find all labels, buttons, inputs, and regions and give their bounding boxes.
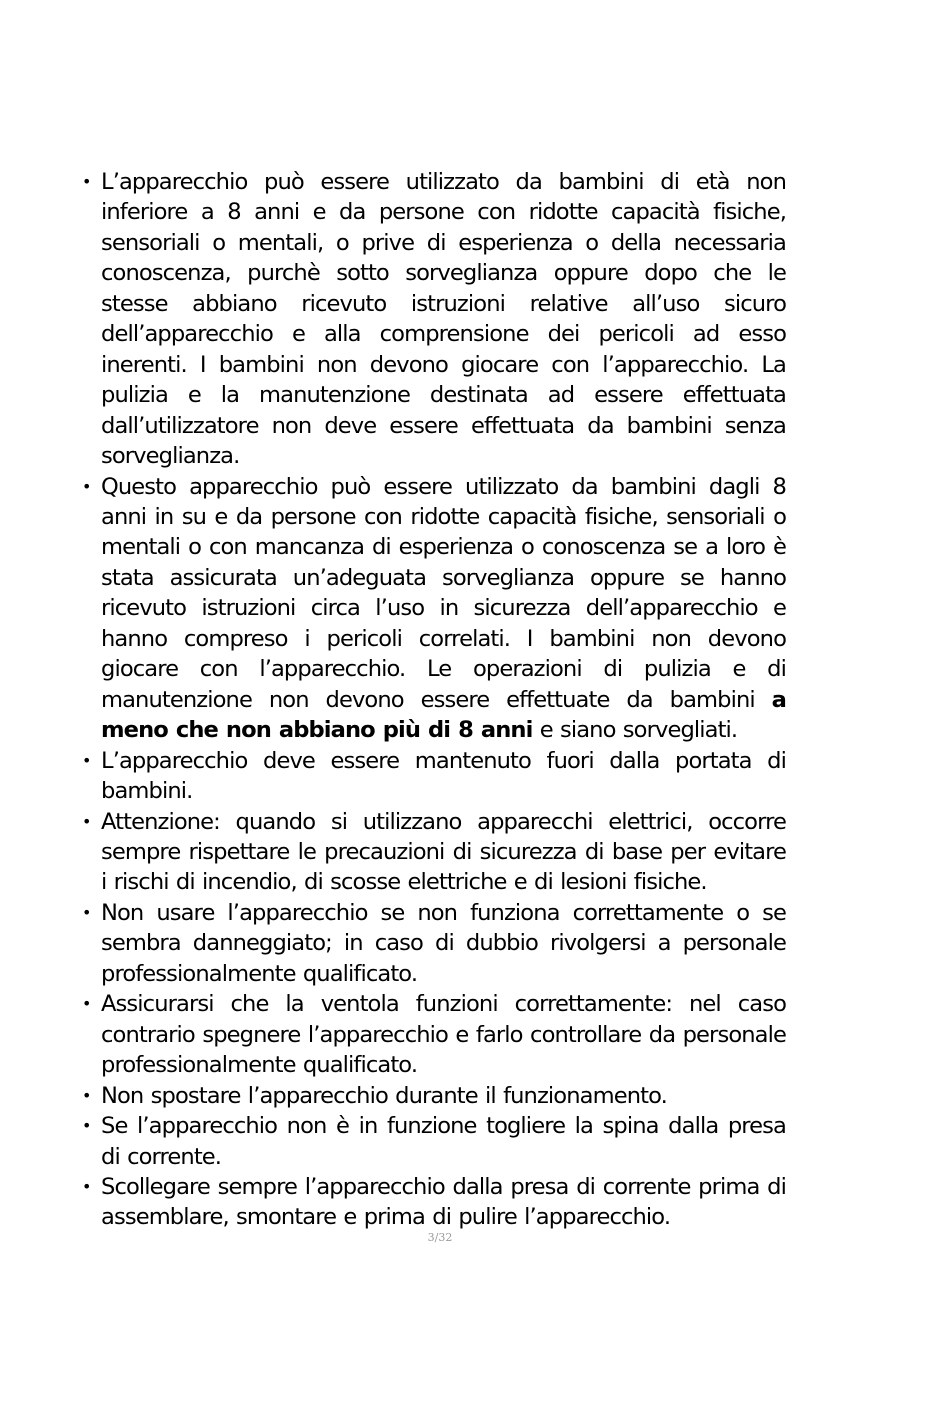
list-item-text: Scollegare sempre l’apparecchio dalla presa di corrente prima di assemblare, smontare e prima di pulire l’apparecchio. <box>101 1173 786 1231</box>
list-item <box>82 898 786 989</box>
bullet-icon: • <box>82 1176 92 1196</box>
list-item-text: L’apparecchio può essere utilizzato da bambini di età non inferiore a 8 anni e da persone con ridotte capacità fisiche, sensoriali o mentali, o prive di esperienza o della necessaria conoscenza, purchè sotto sorveglianza oppure dopo che le stesse abbiano ricevuto istruzioni relative all’uso sicuro dell’apparecchio e alla comprensione dei pericoli ad esso inerenti. I bambini non devono giocare con l’apparecchio. La pulizia e la manutenzione destinata ad essere effettuata dall’utilizzatore non deve essere effettuata da bambini senza sorveglianza. <box>101 169 786 470</box>
list-item-text: Attenzione: quando si utilizzano apparecchi elettrici, occorre sempre rispettare le precauzioni di sicurezza di base per evitare i rischi di incendio, di scosse elettriche e di lesioni fisiche. <box>101 808 786 896</box>
list-item-text: Se l’apparecchio non è in funzione togliere la spina dalla presa di corrente. <box>101 1113 786 1170</box>
list-item-text: Assicurarsi che la ventola funzioni correttamente: nel caso contrario spegnere l’apparecchio e farlo controllare da personale professionalmente qualificato. <box>101 991 786 1079</box>
list-item-text: L’apparecchio deve essere mantenuto fuori dalla portata di bambini. <box>101 747 786 805</box>
bullet-icon: • <box>82 476 92 496</box>
list-item-text: Questo apparecchio può essere utilizzato da bambini dagli 8 anni in su e da persone con ridotte capacità fisiche, sensoriali o mentali o con mancanza di esperienza o conoscenza se a loro è stata assicurata un’adeguata sorveglianza oppure se hanno ricevuto istruzioni circa l’uso in sicurezza dell’apparecchio e hanno compreso i pericoli correlati. I bambini non devono giocare con l’apparecchio. Le operazioni di pulizia e di manutenzione non devono essere effettuate da bambini <box>101 473 786 713</box>
bullet-icon: • <box>82 750 92 770</box>
bullet-icon: • <box>82 172 92 191</box>
list-item <box>82 472 786 746</box>
list-item <box>82 989 786 1080</box>
list-item-text: Non usare l’apparecchio se non funziona correttamente o se sembra danneggiato; in caso di dubbio rivolgersi a personale professionalmente qualificato. <box>101 899 786 987</box>
bullet-icon: • <box>82 902 92 922</box>
bullet-icon: • <box>82 1085 92 1105</box>
bullet-icon: • <box>82 811 92 831</box>
list-item <box>82 807 786 898</box>
list-item <box>82 167 786 472</box>
list-item <box>82 746 786 807</box>
list-item-text-after: e siano sorvegliati. <box>532 717 738 744</box>
list-item-bold-text: a meno che non abbiano più di 8 anni <box>101 686 786 744</box>
page-number: 3/32 <box>427 1231 453 1244</box>
bullet-icon: • <box>82 1116 92 1136</box>
safety-instructions-list <box>82 167 786 1233</box>
list-item <box>82 1172 786 1233</box>
list-item <box>82 1081 786 1111</box>
bullet-icon: • <box>82 994 92 1014</box>
list-item <box>82 1111 786 1172</box>
list-item-text: Non spostare l’apparecchio durante il funzionamento. <box>101 1082 667 1109</box>
